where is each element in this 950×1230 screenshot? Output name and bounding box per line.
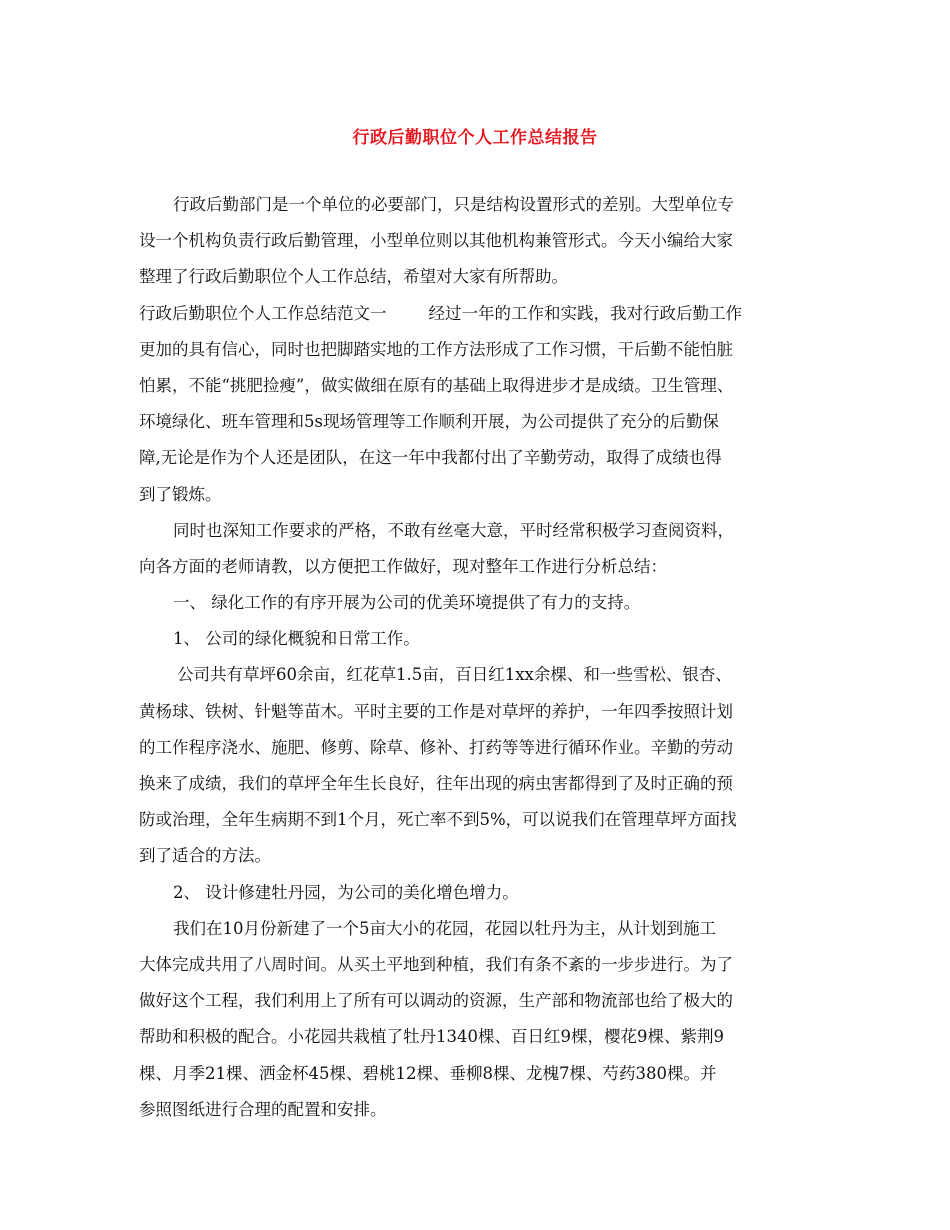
paragraph-line: 设一个机构负责行政后勤管理，小型单位则以其他机构兼管形式。今天小编给大家 — [139, 231, 733, 251]
paragraph-line: 同时也深知工作要求的严格，不敢有丝毫大意，平时经常积极学习查阅资料， — [173, 520, 734, 540]
paragraph-line: 参照图纸进行合理的配置和安排。 — [139, 1099, 387, 1119]
paragraph-line: 防或治理，全年生病期不到1个月，死亡率不到5%，可以说我们在管理草坪方面找 — [139, 810, 737, 830]
paragraph-line: 到了适合的方法。 — [139, 846, 271, 866]
paragraph-line: 棵、月季21棵、洒金杯45棵、碧桃12棵、垂柳8棵、龙槐7棵、芍药380棵。并 — [139, 1063, 717, 1083]
paragraph-line: 更加的具有信心，同时也把脚踏实地的工作方法形成了工作习惯，干后勤不能怕脏 — [139, 339, 733, 359]
paragraph-text: 经过一年的工作和实践，我对行政后勤工作 — [428, 303, 742, 323]
paragraph-line: 帮助和积极的配合。小花园共栽植了牡丹1340棵、百日红9棵，樱花9棵、紫荆9 — [139, 1027, 724, 1047]
paragraph-line: 整理了行政后勤职位个人工作总结，希望对大家有所帮助。 — [139, 267, 568, 287]
list-heading: 2、 设计修建牡丹园，为公司的美化增色增力。 — [173, 882, 519, 902]
paragraph-line: 我们在10月份新建了一个5亩大小的花园，花园以牡丹为主，从计划到施工 — [173, 918, 716, 938]
paragraph-line — [139, 296, 829, 332]
paragraph-line: 行政后勤部门是一个单位的必要部门，只是结构设置形式的差别。大型单位专 — [173, 195, 734, 214]
paragraph-line: 到了锻炼。 — [139, 484, 222, 504]
paragraph-line: 怕累，不能“挑肥捡瘦”，做实做细在原有的基础上取得进步才是成绩。卫生管理、 — [139, 375, 734, 395]
paragraph-line: 环境绿化、班车管理和5s现场管理等工作顺利开展，为公司提供了充分的后勤保 — [139, 412, 719, 432]
paragraph-line: 的工作程序浇水、施肥、修剪、除草、修补、打药等等进行循环作业。辛勤的劳动 — [139, 737, 733, 757]
document-title: 行政后勤职位个人工作总结报告 — [352, 128, 598, 148]
paragraph-line: 大体完成共用了八周时间。从买土平地到种植，我们有条不紊的一步步进行。为了 — [139, 954, 733, 974]
document-body — [139, 187, 829, 1128]
section-heading: 行政后勤职位个人工作总结范文一 — [139, 303, 387, 323]
paragraph-line: 障,无论是作为个人还是团队，在这一年中我都付出了辛勤劳动，取得了成绩也得 — [139, 448, 722, 468]
paragraph-line: 向各方面的老师请教，以方便把工作做好，现对整年工作进行分析总结： — [139, 556, 667, 576]
list-heading: 1、 公司的绿化概貌和日常工作。 — [173, 629, 420, 649]
paragraph-line: 做好这个工程，我们利用上了所有可以调动的资源，生产部和物流部也给了极大的 — [139, 991, 733, 1011]
paragraph-line: 换来了成绩，我们的草坪全年生长良好，往年出现的病虫害都得到了及时正确的预 — [139, 774, 733, 793]
paragraph-line: 公司共有草坪60余亩，红花草1.5亩，百日红1xx余棵、和一些雪松、银杏、 — [177, 665, 732, 685]
paragraph-line: 黄杨球、铁树、针魁等苗木。平时主要的工作是对草坪的养护，一年四季按照计划 — [139, 701, 733, 721]
list-heading: 一、 绿化工作的有序开展为公司的优美环境提供了有力的支持。 — [173, 593, 641, 613]
